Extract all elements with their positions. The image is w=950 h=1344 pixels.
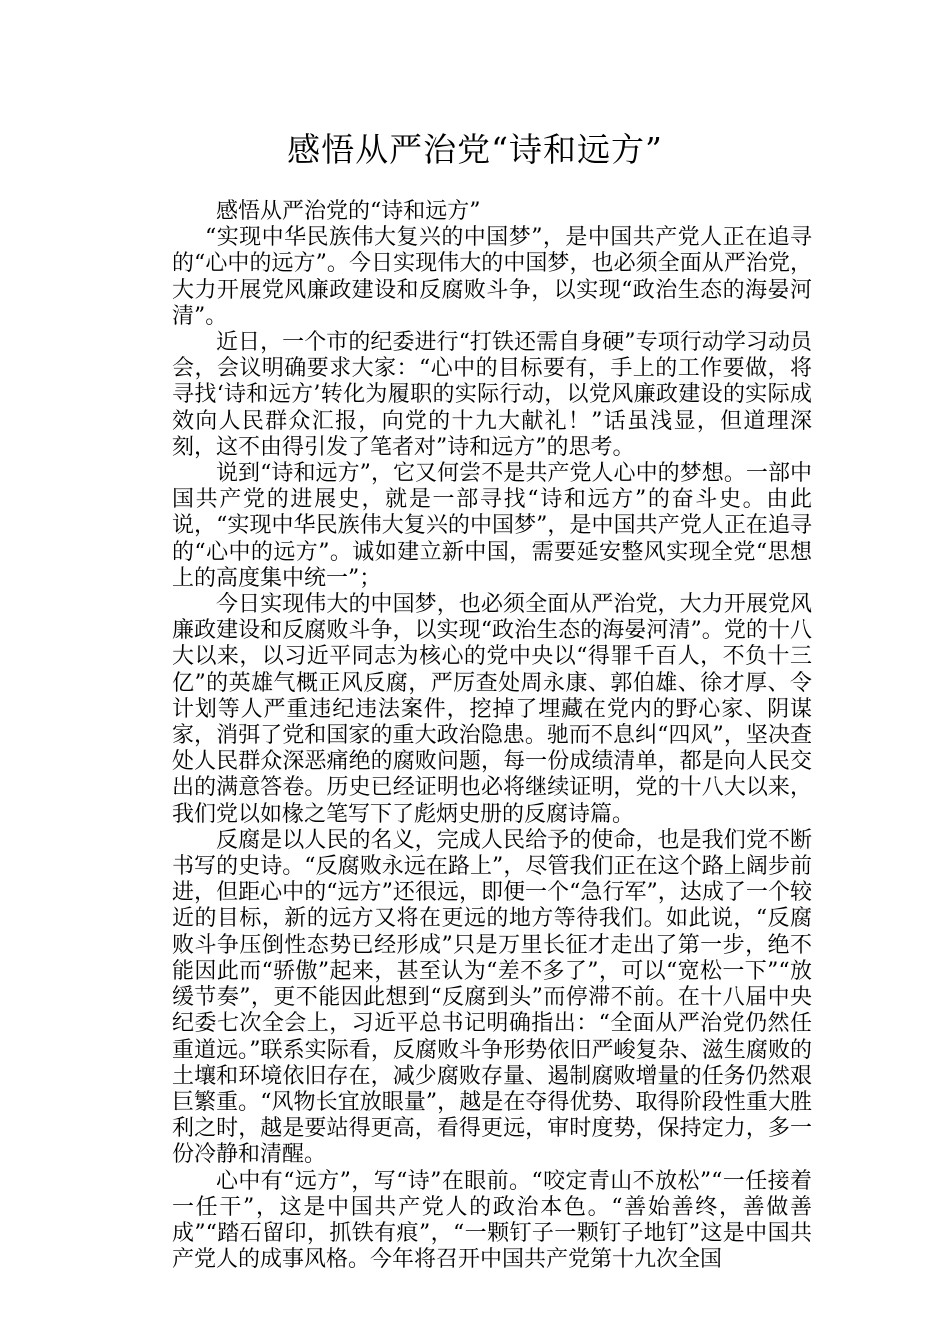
paragraph-4: 今日实现伟大的中国梦，也必须全面从严治党，大力开展党风廉政建设和反腐败斗争，以实现“政治生态的海晏河清”。党的十八大以来，以习近平同志为核心的党中央以“得罪千百人，不负十三亿”的英雄气概正风反腐，严厉查处周永康、郭伯雄、徐才厚、令计划等人严重违纪违法案件，挖掉了埋藏在党内的野心家、阴谋家，消弭了党和国家的重大政治隐患。驰而不息纠“四风”，坚决查处人民群众深恶痛绝的腐败问题，每一份成绩清单，都是向人民交出的满意答卷。历史已经证明也必将继续证明，党的十八大以来，我们党以如椽之笔写下了彪炳史册的反腐诗篇。 [172, 592, 812, 827]
paragraph-2: 近日，一个市的纪委进行“打铁还需自身硬”专项行动学习动员会，会议明确要求大家：“心中的目标要有，手上的工作要做，将寻找‘诗和远方’转化为履职的实际行动，以党风廉政建设的实际成效向人民群众汇报，向党的十九大献礼！”话虽浅显，但道理深刻，这不由得引发了笔者对”诗和远方”的思考。 [172, 330, 812, 460]
document-title: 感悟从严治党“诗和远方” [287, 130, 663, 169]
paragraph-3: 说到“诗和远方”，它又何尝不是共产党人心中的梦想。一部中国共产党的进展史，就是一部寻找“诗和远方”的奋斗史。由此说，“实现中华民族伟大复兴的中国梦”，是中国共产党人正在追寻的“心中的远方”。诚如建立新中国，需要延安整风实现全党“思想上的高度集中统一”； [172, 461, 812, 591]
document-body [172, 199, 812, 1273]
paragraph-6: 心中有“远方”，写“诗”在眼前。“咬定青山不放松”“一任接着一任干”，这是中国共产党人的政治本色。“善始善终，善做善成”“踏石留印，抓铁有痕”，“一颗钉子一颗钉子地钉”这是中国共产党人的成事风格。今年将召开中国共产党第十九次全国 [172, 1168, 812, 1273]
paragraph-1: “实现中华民族伟大复兴的中国梦”，是中国共产党人正在追寻的“心中的远方”。今日实现伟大的中国梦，也必须全面从严治党，大力开展党风廉政建设和反腐败斗争，以实现“政治生态的海晏河清”。 [172, 225, 812, 329]
paragraph-subtitle: 感悟从严治党的“诗和远方” [216, 199, 481, 224]
paragraph-5: 反腐是以人民的名义，完成人民给予的使命，也是我们党不断书写的史诗。“反腐败永远在路上”，尽管我们正在这个路上阔步前进，但距心中的“远方”还很远，即便一个“急行军”，达成了一个较近的目标，新的远方又将在更远的地方等待我们。如此说，“反腐败斗争压倒性态势已经形成”只是万里长征才走出了第一步，绝不能因此而“骄傲”起来，甚至认为“差不多了”，可以“宽松一下”“放缓节奏”，更不能因此想到“反腐到头”而停滞不前。在十八届中央纪委七次全会上，习近平总书记明确指出：“全面从严治党仍然任重道远。”联系实际看，反腐败斗争形势依旧严峻复杂、滋生腐败的土壤和环境依旧存在，减少腐败存量、遏制腐败增量的任务仍然艰巨繁重。“风物长宜放眼量”，越是在夺得优势、取得阶段性重大胜利之时，越是要站得更高，看得更远，审时度势，保持定力，多一份冷静和清醒。 [172, 827, 812, 1168]
